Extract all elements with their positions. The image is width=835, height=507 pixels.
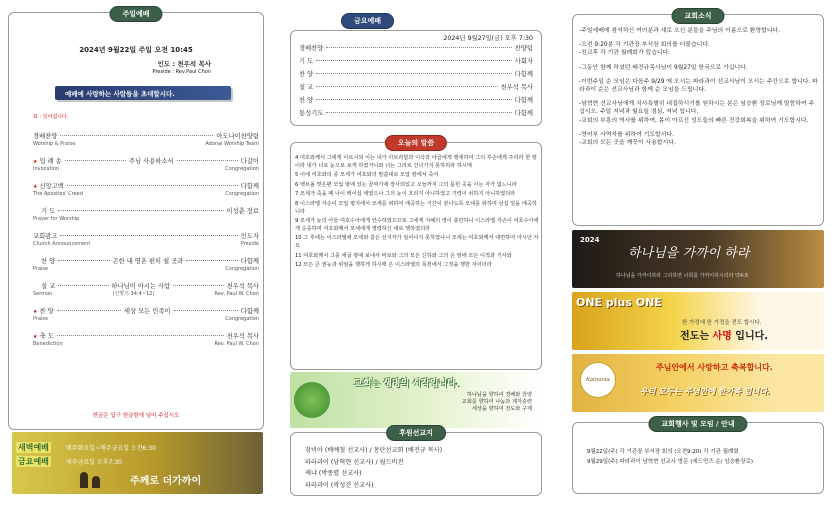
order-item: ★ 축 도 천우석 목사 Benediction Rev. Paul W. Chon [33,333,259,347]
list-item: -이번주일 순 모임은 다음주 9/29 에 오시는 파라과이 선교사님이 오시는 주간으로 합니다. 파라과이 순은 선교사님과 함께 순 모임을 드립니다. [579,78,818,94]
order-item: 찬 양 곤한 내 영혼 편히 쉴 곳과 다함께 Praise Congregation [33,258,260,272]
list-item: -교회의 모든 곳을 깨끗이 사용합시다. [579,140,676,147]
friday-date: 2024년 9월27일(금) 오후 7:30 [443,35,533,42]
verse: 7 모세가 죽을 때 나이 백이십 세였으나 그의 눈이 흐리지 아니하였고 기력이 쇠하지 아니하였더라 [295,191,516,198]
banner-motto: 주께로 더가까이 [130,476,202,487]
leaf-icon [294,382,330,418]
sunday-leader: 인도 : 천우석 목사 [157,60,211,68]
koinonia-logo-icon: Koinonia [580,362,616,398]
banner-sub: 한 가정에 한 가정을 전도 합시다. [682,320,762,326]
banner-verse: 하나님을 가까이하라 그리하면 너희를 가까이하시리라 약4:8 [616,273,748,279]
events-header: 교회행사 및 모임 / 안내 [648,416,747,432]
silhouette-figure [80,472,88,488]
order-item: 설 교 하나님이 아시는 사람 천우석 목사 Sermon (신명기 34:4~12) Rev. Paul W. Chon [33,283,259,297]
church-life-lines: 하나님을 향하여 경배와 찬양 교회를 향하여 나눔과 제자훈련 세상을 향하여 전도와 구제 [461,392,532,412]
list-item: -그동안 함께 하셨던 배진규목사님이 9월27일 한국으로 가십니다. [579,64,748,71]
order-item: 경배찬양 찬양팀 [299,45,533,52]
church-life-title: 교회는 생명의 시작입니다. [354,379,460,389]
order-item: ★ 신앙고백 다함께 The Apostles' Creed Congregation [33,183,259,197]
list-item: 케냐 (박종렬 선교사) [305,470,362,477]
banner-year: 2024 [580,236,600,244]
banner-motto: 우리 모두는 주님안에 한가족 입니다. [640,387,771,396]
church-news-header: 교회소식 [671,8,724,24]
sunday-date: 2024년 9월22일 주일 오전 10:45 [79,46,193,54]
list-item: -오전 9:20분 각 기관장 부서장 회의를 더불습니다. [579,42,710,49]
missions-panel [290,429,542,496]
verse: 11 여호와께서 그를 애굽 땅에 보내사 바로와 그의 모든 신하와 그의 온 땅에 모든 이적과 기사와 [295,252,512,259]
events-panel [572,422,824,494]
order-label: 경배찬양 [33,133,58,140]
verse: 4 여호와께서 그에게 이르시되 이는 내가 아브라함과 이삭과 야곱에게 맹세하여 그의 후손에게 주리라 한 땅이라 내가 너로 눈으로 보게 하였거니와 너는 그리로 건너가지 못하리라 하시매 [295,155,537,169]
church-news-panel [572,14,824,226]
sunday-order [33,133,259,358]
list-item: -주일예배에 참석하신 여러분과 새로 오신 분들을 주님의 이름으로 환영합니다. [579,28,781,34]
friday-worship-label: 금요예배 [18,457,49,466]
list-item: 파라과이 (남혁현 선교사) / 월드비전 [305,458,404,466]
sunday-worship-panel [8,12,264,430]
banner-title: 주님안에서 사랑하고 축복합니다. [656,363,773,372]
evangelism-banner [572,292,824,350]
year-motto-banner [572,230,824,288]
sunday-preside: Preside : Rev.Paul Chon [152,69,211,75]
events-list [587,447,753,467]
order-item: 통성기도 다함께 [299,110,533,117]
list-item: -남혁현 선교사님에게 식사특별히 대접하시기를 원하시는 분은 임승환 장로님께 말씀하여 주십시오. 주일 저녁과 월요일 점심, 저녁 입니다. [579,101,815,116]
verse: 5 이에 여호와의 종 모세가 여호와의 말씀대로 모압 땅에서 죽어 [295,172,439,179]
dawn-worship-time: 매주화요일~매주금요일 오전6:30 [66,445,156,452]
friday-worship-time: 매주금요일 오후7:30 [66,459,122,466]
scripture-panel [290,139,542,370]
order-item: 교회광고 인도자 Church Announcement Preside [33,233,259,247]
list-item: 파라과이 (곽성진 선교사) [305,481,374,489]
list-item: -영어부 사역자를 위하여 기도합시다. [579,131,674,138]
sunday-worship-header: 주일예배 [109,6,162,22]
banner-motto: 하나님을 가까이 하라 [628,246,750,261]
banner-motto: 전도는 사명 입니다. [680,331,769,342]
friday-worship-panel [290,17,542,126]
order-item: 찬 양 다함께 [299,71,533,78]
offering-note: 헌금은 입구 헌금함에 넣어 주십시오 [92,413,180,419]
missions-header: 후원선교지 [386,425,446,441]
scripture-header: 오늘의 말씀 [385,135,447,151]
dawn-worship-label: 새벽예배 [18,443,49,452]
invite-banner: 예배에 사랑하는 사람들을 초대합시다. [55,86,231,100]
scripture-verses [295,155,539,272]
friday-worship-header: 금요예배 [341,13,394,29]
list-item: 9월29일(주) 파라과이 남혁현 선교사 방문 (예드먼즈 순/ 임승환장로) [587,459,753,465]
verse: 12 모든 큰 권능과 위엄을 행하게 하시매 온 이스라엘의 목전에서 그것을 행한 자이더라 [295,262,492,269]
standing-note: 표 : 일어섭니다. [33,114,69,120]
verse: 8 이스라엘 자손이 모압 평지에서 모세를 위하여 애곡하는 기간이 끝나도록 모세를 위하여 삼십 일을 애곡하니라 [295,200,537,215]
order-item: 경배찬양 아도나이찬양팀 Worship & Praise Adonai Worship Team [33,133,259,147]
order-item: 기 도 사회자 [299,58,533,65]
verse: 10 그 후에는 이스라엘에 모세와 같은 선지자가 일어나지 못하였나니 모세는 여호와께서 대면하여 아시던 자요 [295,235,539,249]
order-item: 찬 양 다함께 [299,97,533,104]
church-life-banner [290,372,542,428]
koinonia-banner [572,354,824,412]
missions-list [305,445,442,491]
order-item: ★ 입 례 송 주님 사용하소서 다같이 Invocation Congregation [33,158,259,172]
list-item: -친교후 각 기관 월례회가 있습니다. [579,50,671,57]
friday-order [299,45,533,123]
verse: 6 벳브올 맞은편 모압 땅에 있는 골짜기에 장사되었고 오늘까지 그의 묻힌 곳을 아는 자가 없느니라 [295,181,517,188]
verse: 9 모세가 눈의 아들 여호수아에게 안수하였으므로 그에게 지혜의 영이 충만하니 이스라엘 자손이 여호수아에게 순종하며 여호와께서 모세에게 명령하신 대로 행하였더라 [295,218,539,232]
order-value: 아도나이찬양팀 [216,133,259,140]
dawn-worship-banner [12,432,263,494]
silhouette-figure [92,476,100,488]
list-item: 잠비아 (배예철 선교사) / 몽탄선교회 (배진규 목사) [305,447,443,454]
order-item: ★ 찬 양 세상 모든 민족이 다함께 Praise Congregation [33,308,259,322]
banner-brand: ONE plus ONE [576,296,662,309]
church-news-list [579,27,819,153]
list-item: 9월22일(주) 각 기관장 부서장 회의 (오전9:20) 각 기관 월례회 [587,449,739,455]
order-item: 설 교 천우석 목사 [299,84,533,91]
order-item: 기 도 이성춘 장로 Prayer for Worship [33,208,259,222]
list-item: -교회의 부흥의 역사를 위하여, 몸이 아프신 성도들의 빠른 건강회복을 위하여 기도합시다. [579,117,809,124]
